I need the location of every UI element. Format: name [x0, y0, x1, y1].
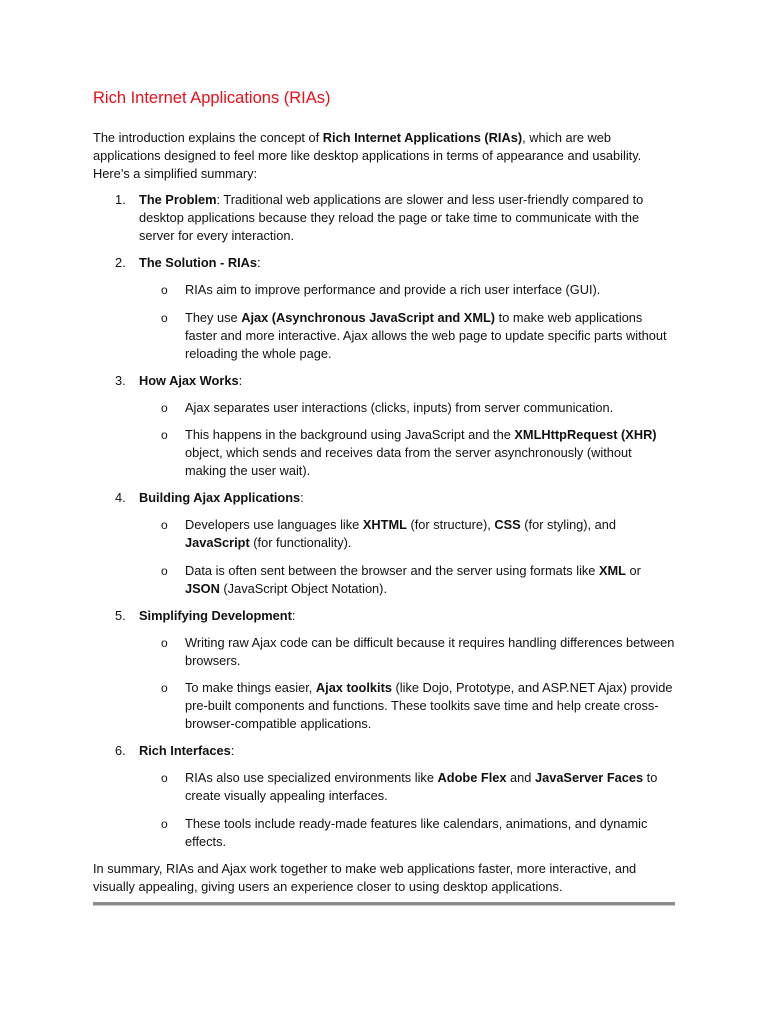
item-heading: Rich Interfaces: [139, 743, 231, 758]
sub-text: (for styling), and: [520, 517, 617, 532]
page-title: Rich Internet Applications (RIAs): [93, 89, 331, 107]
sub-list: [139, 281, 676, 363]
bullet-icon: o: [161, 771, 168, 785]
list-item: [93, 254, 676, 363]
sub-text: and: [506, 770, 535, 785]
item-heading: Building Ajax Applications: [139, 490, 301, 505]
sub-text: (like Dojo, Prototype, and ASP.NET Ajax) provide pre-built components and functions. These toolkits save time and help create cross-browser-compatible applications.: [185, 680, 673, 731]
sub-bold: XHTML: [362, 517, 407, 532]
bullet-icon: o: [161, 428, 168, 442]
sub-bold: CSS: [494, 517, 521, 532]
bullet-icon: o: [161, 681, 168, 695]
sub-bold: XMLHttpRequest (XHR): [514, 427, 657, 442]
intro-text-2: , which are web applications designed to feel more like desktop applications in terms of appearance and usability. Here’s a simplified summary:: [93, 130, 642, 181]
bullet-icon: o: [161, 400, 168, 415]
sub-list: [139, 516, 676, 598]
sub-bold: Ajax (Asynchronous JavaScript and XML): [241, 309, 496, 325]
list-item: [93, 372, 676, 481]
sub-text: object, which sends and receives data from the server asynchronously (without making the user wait).: [185, 445, 632, 478]
sub-list-item: [139, 562, 676, 598]
sub-text: Writing raw Ajax code can be difficult because it requires handling differences between browsers.: [185, 634, 675, 668]
sub-text: Ajax separates user interactions (clicks, inputs) from server communication.: [185, 399, 614, 415]
item-colon: :: [257, 255, 261, 270]
list-number: 4.: [115, 490, 126, 505]
item-heading: The Solution - RIAs: [139, 255, 258, 270]
list-number: 1.: [115, 192, 126, 207]
intro-bold: Rich Internet Applications (RIAs): [322, 130, 523, 145]
intro-paragraph: [93, 129, 676, 183]
item-heading: How Ajax Works: [139, 372, 239, 388]
sub-list-item: [139, 281, 676, 299]
sub-text: to make web applications faster and more interactive. Ajax allows the web page to update specific parts without reloading the whole page.: [185, 309, 667, 361]
bullet-icon: o: [161, 635, 168, 650]
sub-text: (for functionality).: [249, 535, 352, 550]
sub-list-item: [139, 634, 676, 670]
list-item: [93, 191, 676, 245]
sub-bold: Ajax toolkits: [315, 680, 392, 695]
sub-text: Developers use languages like: [185, 517, 363, 532]
sub-list-item: [139, 399, 676, 417]
item-text: : Traditional web applications are slower and less user-friendly compared to desktop applications because they reload the page or take time to communicate with the server for every interaction.: [139, 192, 644, 243]
item-colon: :: [300, 490, 304, 505]
sub-list-item: [139, 815, 676, 851]
intro-text-1: The introduction explains the concept of: [93, 130, 323, 145]
sub-text: (JavaScript Object Notation).: [219, 580, 387, 596]
bullet-icon: o: [161, 518, 168, 532]
sub-list-item: [139, 426, 676, 480]
sub-bold: JavaScript: [185, 535, 250, 550]
summary-paragraph: In summary, RIAs and Ajax work together to make web applications faster, more interactive, and visually appealing, giving users an experience closer to using desktop applications.: [93, 860, 637, 894]
item-colon: :: [238, 372, 243, 388]
sub-text: These tools include ready-made features like calendars, animations, and dynamic effects.: [185, 815, 648, 849]
sub-bold: JSON: [185, 580, 220, 596]
bullet-icon: o: [161, 816, 168, 831]
list-number: 6.: [115, 743, 126, 758]
sub-list-item: [139, 309, 676, 363]
sub-text: (for structure),: [406, 517, 495, 532]
main-list: [93, 191, 676, 851]
sub-text: They use: [185, 309, 242, 325]
list-item: [93, 489, 676, 598]
item-colon: :: [291, 607, 296, 623]
item-heading: The Problem: [139, 192, 217, 207]
sub-text: To make things easier,: [185, 680, 316, 695]
sub-text: Data is often sent between the browser and the server using formats like: [185, 562, 599, 578]
sub-list: [139, 399, 676, 481]
bullet-icon: o: [161, 563, 168, 578]
sub-text: to create visually appealing interfaces.: [185, 770, 658, 803]
list-item: [93, 742, 676, 851]
sub-list-item: [139, 679, 676, 733]
sub-list-item: [139, 769, 676, 805]
sub-text: or: [626, 562, 641, 578]
bullet-icon: o: [161, 283, 168, 297]
list-number: 5.: [115, 607, 126, 623]
sub-text: RIAs also use specialized environments like: [185, 770, 438, 785]
list-item: [93, 607, 676, 734]
sub-list-item: [139, 516, 676, 552]
sub-list: [139, 634, 676, 734]
sub-bold: XML: [598, 562, 626, 578]
bullet-icon: o: [161, 310, 168, 325]
sub-bold: Adobe Flex: [437, 770, 507, 785]
item-colon: :: [230, 743, 235, 758]
sub-list: [139, 769, 676, 851]
sub-text: RIAs aim to improve performance and provide a rich user interface (GUI).: [185, 282, 601, 297]
sub-bold: JavaServer Faces: [534, 770, 644, 785]
list-number: 2.: [115, 255, 126, 270]
horizontal-rule: [93, 902, 675, 906]
list-number: 3.: [115, 372, 126, 388]
item-heading: Simplifying Development: [139, 607, 292, 623]
sub-text: This happens in the background using JavaScript and the: [185, 427, 515, 442]
